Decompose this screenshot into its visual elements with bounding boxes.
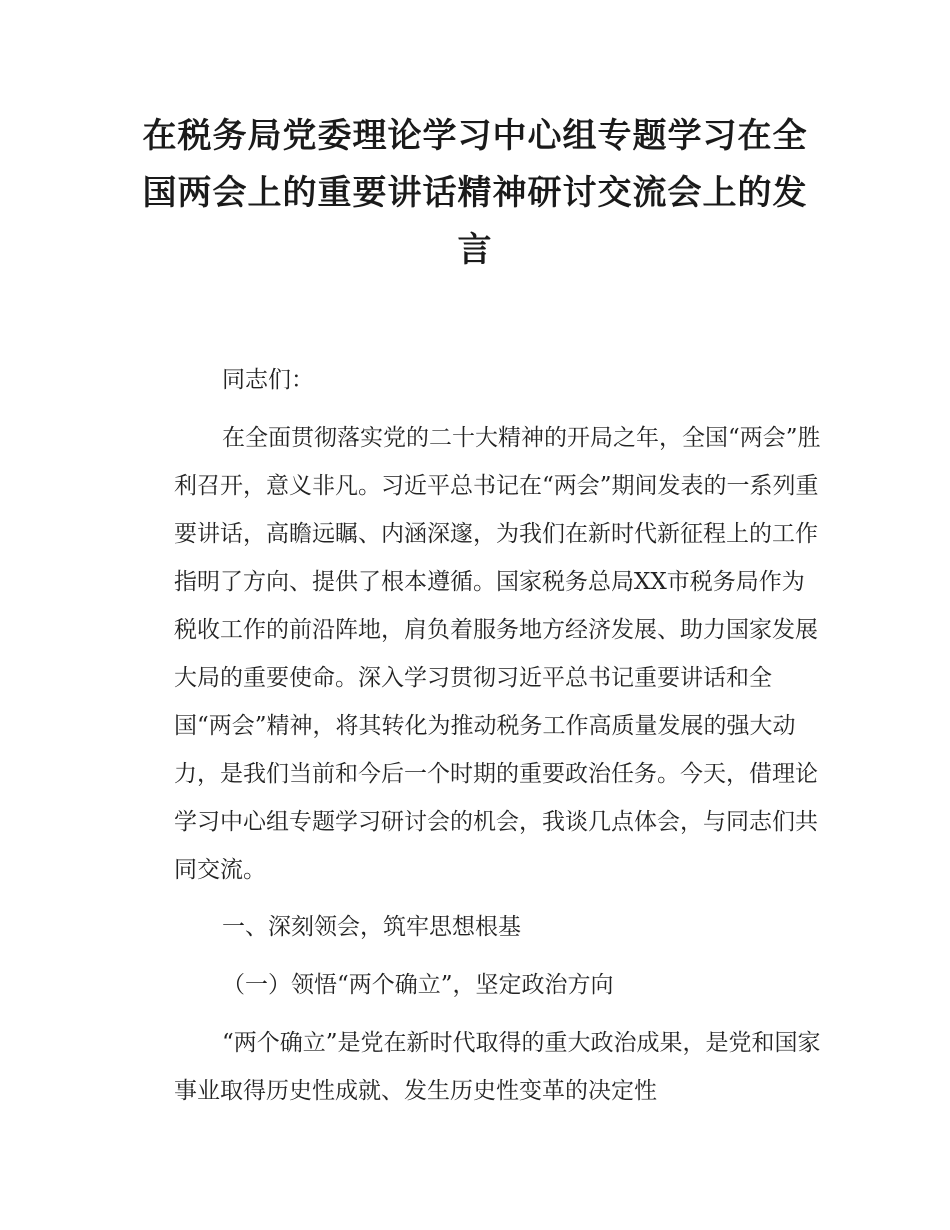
body-paragraph: “两个确立”是党在新时代取得的重大政治成果，是党和国家事业取得历史性成就、发生历史性变革的决定性 [174,1030,821,1104]
section-heading: 一、深刻领会，筑牢思想根基 [222,914,521,940]
document-title: 在税务局党委理论学习中心组专题学习在全国两会上的重要讲话精神研讨交流会上的发言 [142,116,808,270]
intro-paragraph: 在全面贯彻落实党的二十大精神的开局之年，全国“两会”胜利召开，意义非凡。习近平总书记在“两会”期间发表的一系列重要讲话，高瞻远瞩、内涵深邃，为我们在新时代新征程上的工作指明了方向、提供了根本遵循。国家税务总局XX市税务局作为税收工作的前沿阵地，肩负着服务地方经济发展、助力国家发展大局的重要使命。深入学习贯彻习近平总书记重要讲话和全国“两会”精神，将其转化为推动税务工作高质量发展的强大动力，是我们当前和今后一个时期的重要政治任务。今天，借理论学习中心组专题学习研讨会的机会，我谈几点体会，与同志们共同交流。 [174,425,821,883]
document-body [174,356,824,1115]
salutation: 同志们： [222,367,314,393]
subsection-heading: （一）领悟“两个确立”，坚定政治方向 [222,972,614,998]
